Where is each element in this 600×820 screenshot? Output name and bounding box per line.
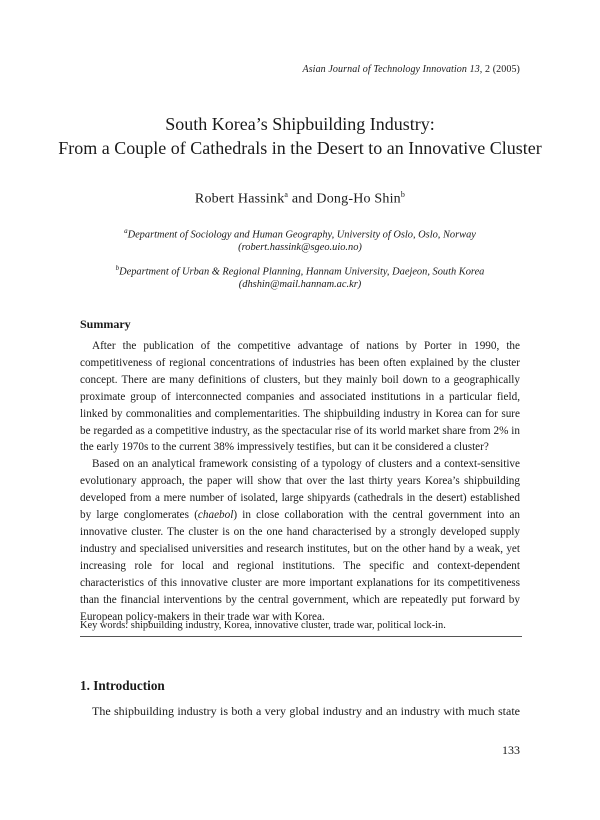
- paper-title: [0, 112, 600, 160]
- summary-body: [80, 338, 520, 625]
- divider: [80, 636, 522, 637]
- author-1-mark: a: [284, 190, 289, 199]
- summary-paragraph-2-start: Based on an analytical framework consisting of a typology of clusters and a context-sensitive evolutionary approach, the paper will show that over the last thirty years Korea’s shipbuilding developed from a mere number of isolated, large shipyards (cathedrals in the desert) established by large conglomerates (: [80, 458, 520, 522]
- author-line: [0, 190, 600, 208]
- summary-paragraph-2: [80, 456, 520, 625]
- summary-heading: Summary: [80, 317, 131, 331]
- page-number: 133: [502, 743, 520, 757]
- title-line-2: From a Couple of Cathedrals in the Desert to an Innovative Cluster: [58, 138, 542, 158]
- title-line-1: South Korea’s Shipbuilding Industry:: [165, 114, 435, 134]
- introduction-paragraph: The shipbuilding industry is both a very global industry and an industry with much state: [92, 704, 520, 718]
- affiliation-a-email: (robert.hassink@sgeo.uio.no): [238, 242, 362, 254]
- affiliation-b: [80, 262, 520, 291]
- affiliation-a-mark: a: [124, 227, 128, 235]
- affiliation-b-text: Department of Urban & Regional Planning, Hannam University, Daejeon, South Korea: [119, 266, 485, 278]
- author-conjunction: and: [291, 191, 313, 207]
- affiliation-a-text: Department of Sociology and Human Geography, University of Oslo, Oslo, Norway: [127, 229, 476, 241]
- author-2: Dong-Ho Shin: [316, 191, 401, 207]
- running-head: [302, 64, 520, 75]
- introduction-body: [80, 703, 520, 719]
- summary-paragraph-1: After the publication of the competitive advantage of nations by Porter in 1990, the competitiveness of regional concentrations of industries has been often explained by the cluster concept. There are many definitions of clusters, but they mainly boil down to a geographically proximate group of interconnected companies and associated institutions in a particular field, linked by commonalities and complementarities. The shipbuilding industry in Korea can for sure be regarded as a competitive industry, as the spectacular rise of its world market share from 2% in the early 1970s to the current 38% impressively testifies, but can it be considered a cluster?: [80, 340, 520, 454]
- journal-name: Asian Journal of Technology Innovation 13,: [302, 64, 483, 75]
- author-1: Robert Hassink: [194, 191, 285, 207]
- summary-paragraph-2-end: ) in close collaboration with the central government into an innovative cluster. The cluster is on the one hand characterised by a strongly developed supply industry and specialised universities and research institutes, but on the other hand by a weak, yet increasing role for local and regional institutions. The specific and context-dependent characteristics of this innovative cluster are more important explanations for its competitiveness than the financial interventions by the central government, which are repeatedly put forward by European policy-makers in their trade war with Korea.: [80, 509, 520, 623]
- author-2-mark: b: [400, 190, 406, 199]
- affiliation-b-email: (dhshin@mail.hannam.ac.kr): [238, 279, 362, 291]
- affiliation-b-mark: b: [115, 264, 120, 272]
- affiliation-a: [80, 225, 520, 254]
- section-heading-introduction: 1. Introduction: [80, 678, 165, 693]
- chaebol-term: chaebol: [197, 509, 234, 522]
- keywords: Key words: shipbuilding industry, Korea, innovative cluster, trade war, political lock-in.: [80, 620, 446, 631]
- journal-issue: 2 (2005): [485, 64, 520, 75]
